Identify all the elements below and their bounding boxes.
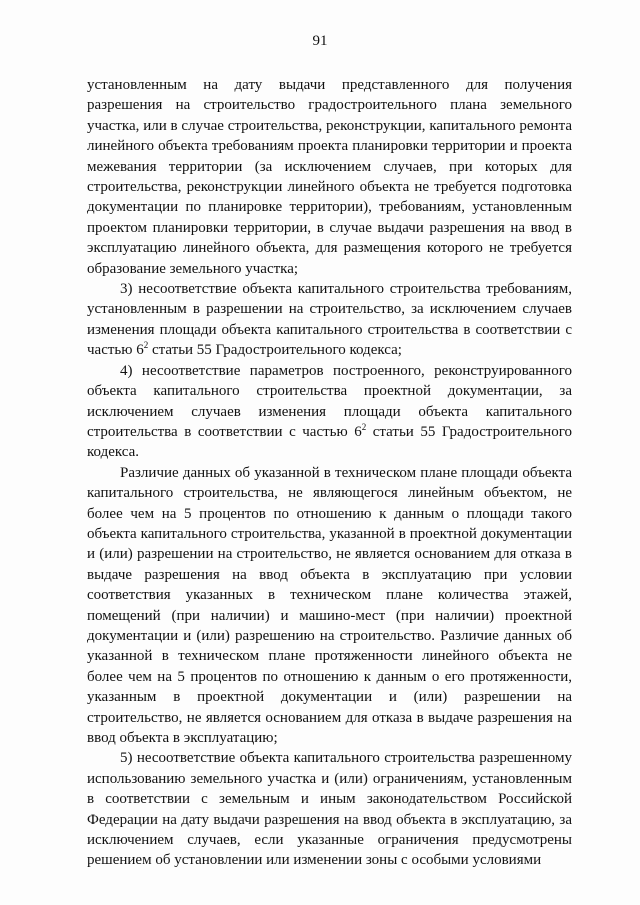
superscript-part-number: 2	[361, 421, 367, 432]
paragraph-area-difference: Различие данных об указанной в техническом плане площади объекта капитального строительства, не являющегося линейным объектом, не более чем на 5 процентов по отношению к данным о площади такого объекта капитального строительства, указанной в проектной документации и (или) разрешении на строительство, не является основанием для отказа в выдаче разрешения на ввод объекта в эксплуатацию при условии соответствия указанных в техническом плане количества этажей, помещений (при наличии) и машино-мест (при наличии) проектной документации и (или) разрешению на строительство. Различие данных об указанной в техническом плане протяженности линейного объекта не более чем на 5 процентов по отношению к данным о его протяженности, указанным в проектной документации и (или) разрешении на строительство, не является основанием для отказа в выдаче разрешения на ввод объекта в эксплуатацию;	[87, 464, 572, 746]
document-body	[87, 75, 572, 871]
paragraph-item-4-tail: статьи 55 Градостроительного кодекса.	[87, 423, 572, 461]
paragraph-item-4-text: 4) несоответствие параметров построенного, реконструированного объекта капитального строительства проектной документации, за исключением случаев изменения площади объекта капитального строительства в соответствии с частью 6	[87, 362, 572, 440]
paragraph-item-3	[87, 279, 572, 361]
page-number: 91	[312, 33, 328, 49]
paragraph-item-5: 5) несоответствие объекта капитального строительства разрешенному использованию земельного участка и (или) ограничениям, установленным в соответствии с земельным и иным законодательством Российской Федерации на дату выдачи разрешения на ввод объекта в эксплуатацию, за исключением случаев, если указанные ограничения предусмотрены решением об установлении или изменении зоны с особыми условиями	[87, 750, 572, 869]
superscript-part-number: 2	[143, 340, 149, 351]
paragraph-item-4	[87, 361, 572, 463]
paragraph-item-3-tail: статьи 55 Градостроительного кодекса;	[148, 342, 402, 359]
paragraph-continuation: установленным на дату выдачи представленного для получения разрешения на строительство градостроительного плана земельного участка, или в случае строительства, реконструкции, капитального ремонта линейного объекта требованиям проекта планировки территории и проекта межевания территории (за исключением случаев, при которых для строительства, реконструкции линейного объекта не требуется подготовка документации по планировке территории), требованиям, установленным проектом планировки территории, в случае выдачи разрешения на ввод в эксплуатацию линейного объекта, для размещения которого не требуется образование земельного участка;	[87, 77, 572, 277]
paragraph-item-3-text: 3) несоответствие объекта капитального строительства требованиям, установленным в разрешении на строительство, за исключением случаев изменения площади объекта капитального строительства в соответствии с частью 6	[87, 281, 572, 359]
